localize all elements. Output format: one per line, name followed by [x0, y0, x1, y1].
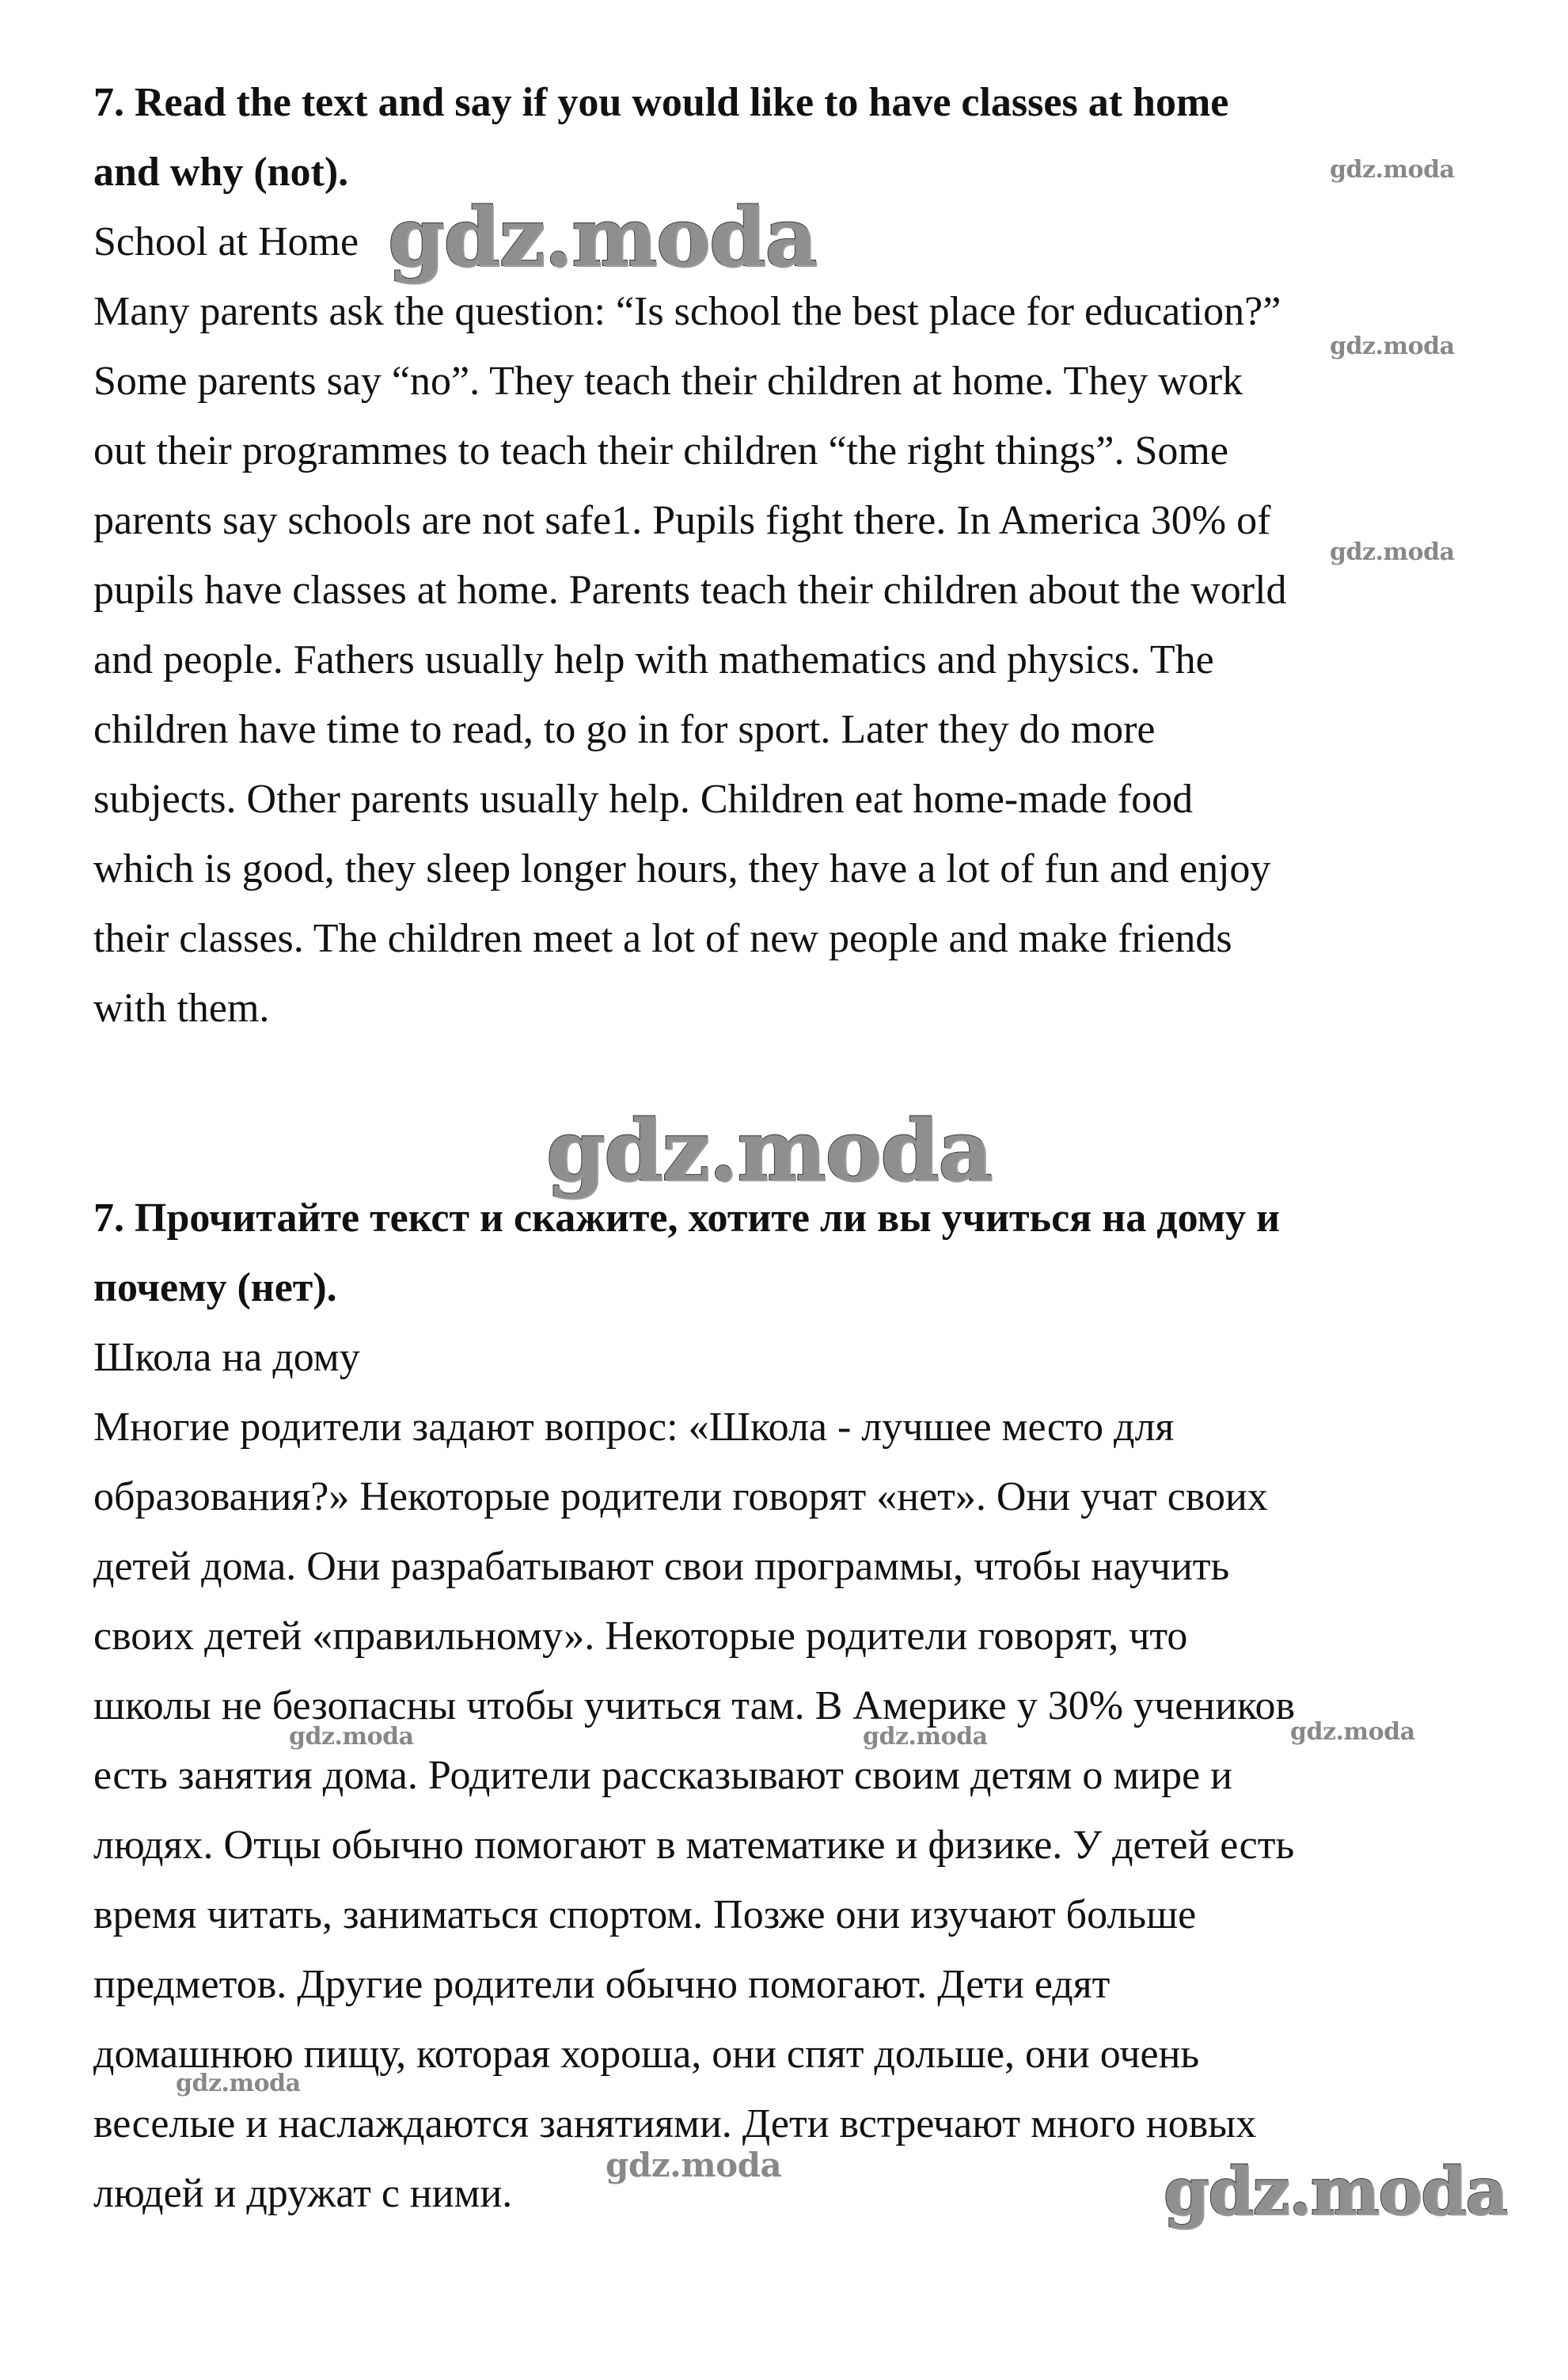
english-body-line: pupils have classes at home. Parents teach their children about the world	[93, 568, 1287, 613]
russian-body-line: детей дома. Они разрабатывают свои программы, чтобы научить	[93, 1544, 1230, 1589]
english-body-line: children have time to read, to go in for sport. Later they do more	[93, 707, 1156, 752]
watermark-large: gdz.moda	[1164, 2154, 1507, 2230]
watermark-large: gdz.moda	[388, 190, 817, 285]
english-body-line: and people. Fathers usually help with mathematics and physics. The	[93, 637, 1214, 682]
russian-body-line: школы не безопасны чтобы учиться там. В Америке у 30% учеников	[93, 1683, 1296, 1728]
english-body-line: their classes. The children meet a lot of new people and make friends	[93, 916, 1232, 961]
russian-heading-line-2: почему (нет).	[93, 1265, 337, 1310]
watermark-small: gdz.moda	[1330, 333, 1455, 360]
english-heading-line-1: 7. Read the text and say if you would like to have classes at home	[93, 80, 1229, 125]
english-body-line: Some parents say “no”. They teach their children at home. They work	[93, 359, 1243, 404]
english-body-line: subjects. Other parents usually help. Children eat home-made food	[93, 777, 1194, 822]
watermark-small: gdz.moda	[1290, 1718, 1415, 1746]
watermark-small: gdz.moda	[1330, 538, 1455, 566]
russian-body-line: предметов. Другие родители обычно помогают. Дети едят	[93, 1962, 1111, 2007]
english-body-line: parents say schools are not safe1. Pupils fight there. In America 30% of	[93, 498, 1271, 543]
russian-heading-line-1: 7. Прочитайте текст и скажите, хотите ли вы учиться на дому и	[93, 1196, 1280, 1241]
russian-title: Школа на дому	[93, 1335, 360, 1380]
russian-body-line: своих детей «правильному». Некоторые родители говорят, что	[93, 1614, 1188, 1659]
watermark-large: gdz.moda	[546, 1101, 992, 1200]
russian-body-line: домашнюю пищу, которая хороша, они спят дольше, они очень	[93, 2032, 1200, 2077]
watermark-small: gdz.moda	[289, 1723, 414, 1751]
russian-body-line: людях. Отцы обычно помогают в математике и физике. У детей есть	[93, 1823, 1295, 1868]
english-title: School at Home	[93, 219, 359, 264]
english-body-line: out their programmes to teach their children “the right things”. Some	[93, 428, 1228, 473]
watermark-small: gdz.moda	[176, 2070, 301, 2097]
russian-body-line: время читать, заниматься спортом. Позже они изучают больше	[93, 1892, 1197, 1937]
english-heading-line-2: and why (not).	[93, 150, 349, 195]
english-body-line: which is good, they sleep longer hours, they have a lot of fun and enjoy	[93, 846, 1271, 892]
english-body-line: Many parents ask the question: “Is school the best place for education?”	[93, 289, 1281, 334]
russian-body-line: людей и дружат с ними.	[93, 2171, 513, 2216]
watermark-small: gdz.moda	[1330, 156, 1455, 184]
russian-body-line: есть занятия дома. Родители рассказывают своим детям о мире и	[93, 1753, 1232, 1798]
english-body-line: with them.	[93, 986, 270, 1031]
watermark-small: gdz.moda	[863, 1723, 988, 1751]
watermark-small: gdz.moda	[606, 2146, 782, 2184]
russian-body-line: образования?» Некоторые родители говорят «нет». Они учат своих	[93, 1474, 1268, 1519]
russian-body-line: Многие родители задают вопрос: «Школа - лучшее место для	[93, 1405, 1175, 1450]
russian-body-line: веселые и наслаждаются занятиями. Дети встречают много новых	[93, 2101, 1257, 2146]
